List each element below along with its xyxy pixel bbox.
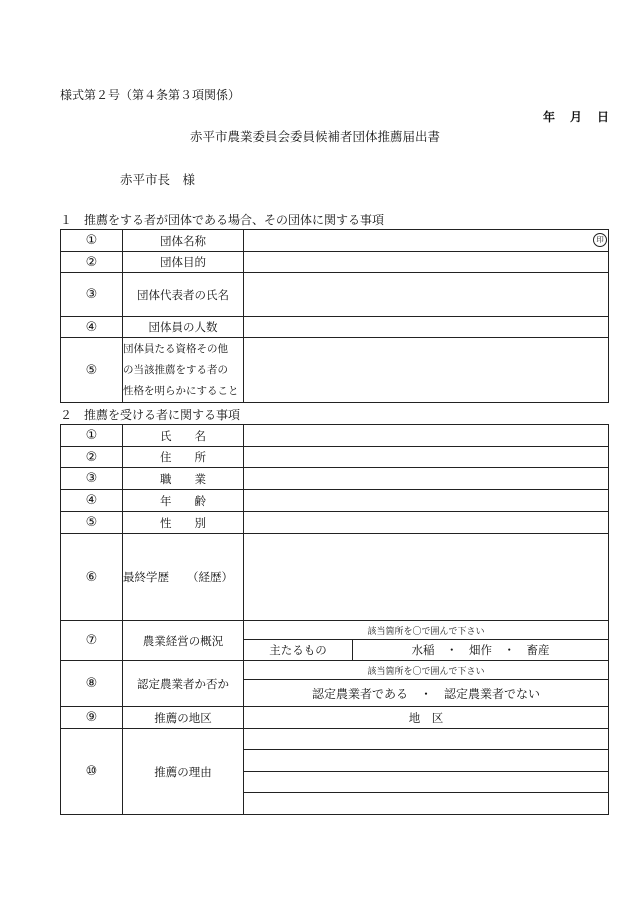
row-number: ⑤ xyxy=(61,338,123,403)
label-occupation: 職 業 xyxy=(123,468,244,490)
table-row xyxy=(61,707,609,729)
date-day: 日 xyxy=(597,110,610,124)
label-member-count: 団体員の人数 xyxy=(123,317,244,338)
label-certified-farmer: 認定農業者か否か xyxy=(123,661,244,707)
row-number: ① xyxy=(61,425,123,447)
org-purpose-field[interactable] xyxy=(244,252,609,273)
label-line: 性格を明らかにすること xyxy=(123,384,239,397)
table-row xyxy=(61,534,609,621)
label-education-main: 最終学歴 xyxy=(123,570,169,584)
occupation-field[interactable] xyxy=(244,468,609,490)
table-row xyxy=(61,661,609,680)
table-row xyxy=(61,512,609,534)
member-count-field[interactable] xyxy=(244,317,609,338)
table-row xyxy=(61,447,609,468)
table-row xyxy=(61,230,609,252)
form-number: 様式第２号（第４条第３項関係） xyxy=(60,88,241,102)
section2-heading: ２ 推薦を受ける者に関する事項 xyxy=(60,408,241,422)
row-number: ④ xyxy=(61,490,123,512)
row-number: ③ xyxy=(61,468,123,490)
document-title: 赤平市農業委員会委員候補者団体推薦届出書 xyxy=(189,129,440,144)
table-row xyxy=(61,317,609,338)
table-row xyxy=(61,252,609,273)
reason-line[interactable] xyxy=(244,793,609,815)
row-number: ⑨ xyxy=(61,707,123,729)
certified-farmer-options[interactable]: 認定農業者である ・ 認定農業者でない xyxy=(244,680,609,707)
representative-field[interactable] xyxy=(244,273,609,317)
label-line: 団体員たる資格その他 xyxy=(123,342,228,355)
row-number: ② xyxy=(61,447,123,468)
row-number: ⑩ xyxy=(61,729,123,815)
row-number: ⑧ xyxy=(61,661,123,707)
section1-heading: １ 推薦をする者が団体である場合、その団体に関する事項 xyxy=(60,213,385,227)
table-row xyxy=(61,490,609,512)
label-reason: 推薦の理由 xyxy=(123,729,244,815)
table-row xyxy=(61,273,609,317)
table-row xyxy=(61,425,609,447)
farming-type-options[interactable]: 水稲 ・ 畑作 ・ 畜産 xyxy=(353,640,609,661)
address-field[interactable] xyxy=(244,447,609,468)
label-line: の当該推薦をする者の xyxy=(123,363,228,376)
table-row xyxy=(61,338,609,403)
row-number: ② xyxy=(61,252,123,273)
label-gender: 性 別 xyxy=(123,512,244,534)
label-org-purpose: 団体目的 xyxy=(123,252,244,273)
candidate-table xyxy=(60,424,609,815)
label-education-suffix: （経歴） xyxy=(187,570,233,584)
qualification-field[interactable] xyxy=(244,338,609,403)
date-year: 年 xyxy=(543,110,556,124)
label-representative: 団体代表者の氏名 xyxy=(123,273,244,317)
district-field[interactable]: 地 区 xyxy=(244,707,609,729)
reason-line[interactable] xyxy=(244,772,609,793)
label-farm-overview: 農業経営の概況 xyxy=(123,621,244,661)
org-name-field[interactable] xyxy=(244,230,609,252)
label-qualification xyxy=(123,338,244,403)
row-number: ① xyxy=(61,230,123,252)
label-name: 氏 名 xyxy=(123,425,244,447)
label-education xyxy=(123,534,244,621)
table-row xyxy=(61,468,609,490)
age-field[interactable] xyxy=(244,490,609,512)
row-number: ③ xyxy=(61,273,123,317)
row-number: ⑦ xyxy=(61,621,123,661)
label-age: 年 齢 xyxy=(123,490,244,512)
row-number: ⑤ xyxy=(61,512,123,534)
addressee: 赤平市長 様 xyxy=(120,172,196,187)
label-main-farming: 主たるもの xyxy=(244,640,353,661)
row-number: ⑥ xyxy=(61,534,123,621)
seal-mark: 印 xyxy=(593,233,607,247)
label-org-name: 団体名称 xyxy=(123,230,244,252)
education-field[interactable] xyxy=(244,534,609,621)
reason-line[interactable] xyxy=(244,729,609,750)
table-row xyxy=(61,621,609,640)
label-address: 住 所 xyxy=(123,447,244,468)
label-district: 推薦の地区 xyxy=(123,707,244,729)
circle-note: 該当箇所を〇で囲んで下さい xyxy=(244,621,609,640)
name-field[interactable] xyxy=(244,425,609,447)
date-month: 月 xyxy=(570,110,583,124)
row-number: ④ xyxy=(61,317,123,338)
circle-note: 該当箇所を〇で囲んで下さい xyxy=(244,661,609,680)
table-row xyxy=(61,729,609,750)
gender-field[interactable] xyxy=(244,512,609,534)
reason-line[interactable] xyxy=(244,750,609,772)
organization-table xyxy=(60,229,609,403)
